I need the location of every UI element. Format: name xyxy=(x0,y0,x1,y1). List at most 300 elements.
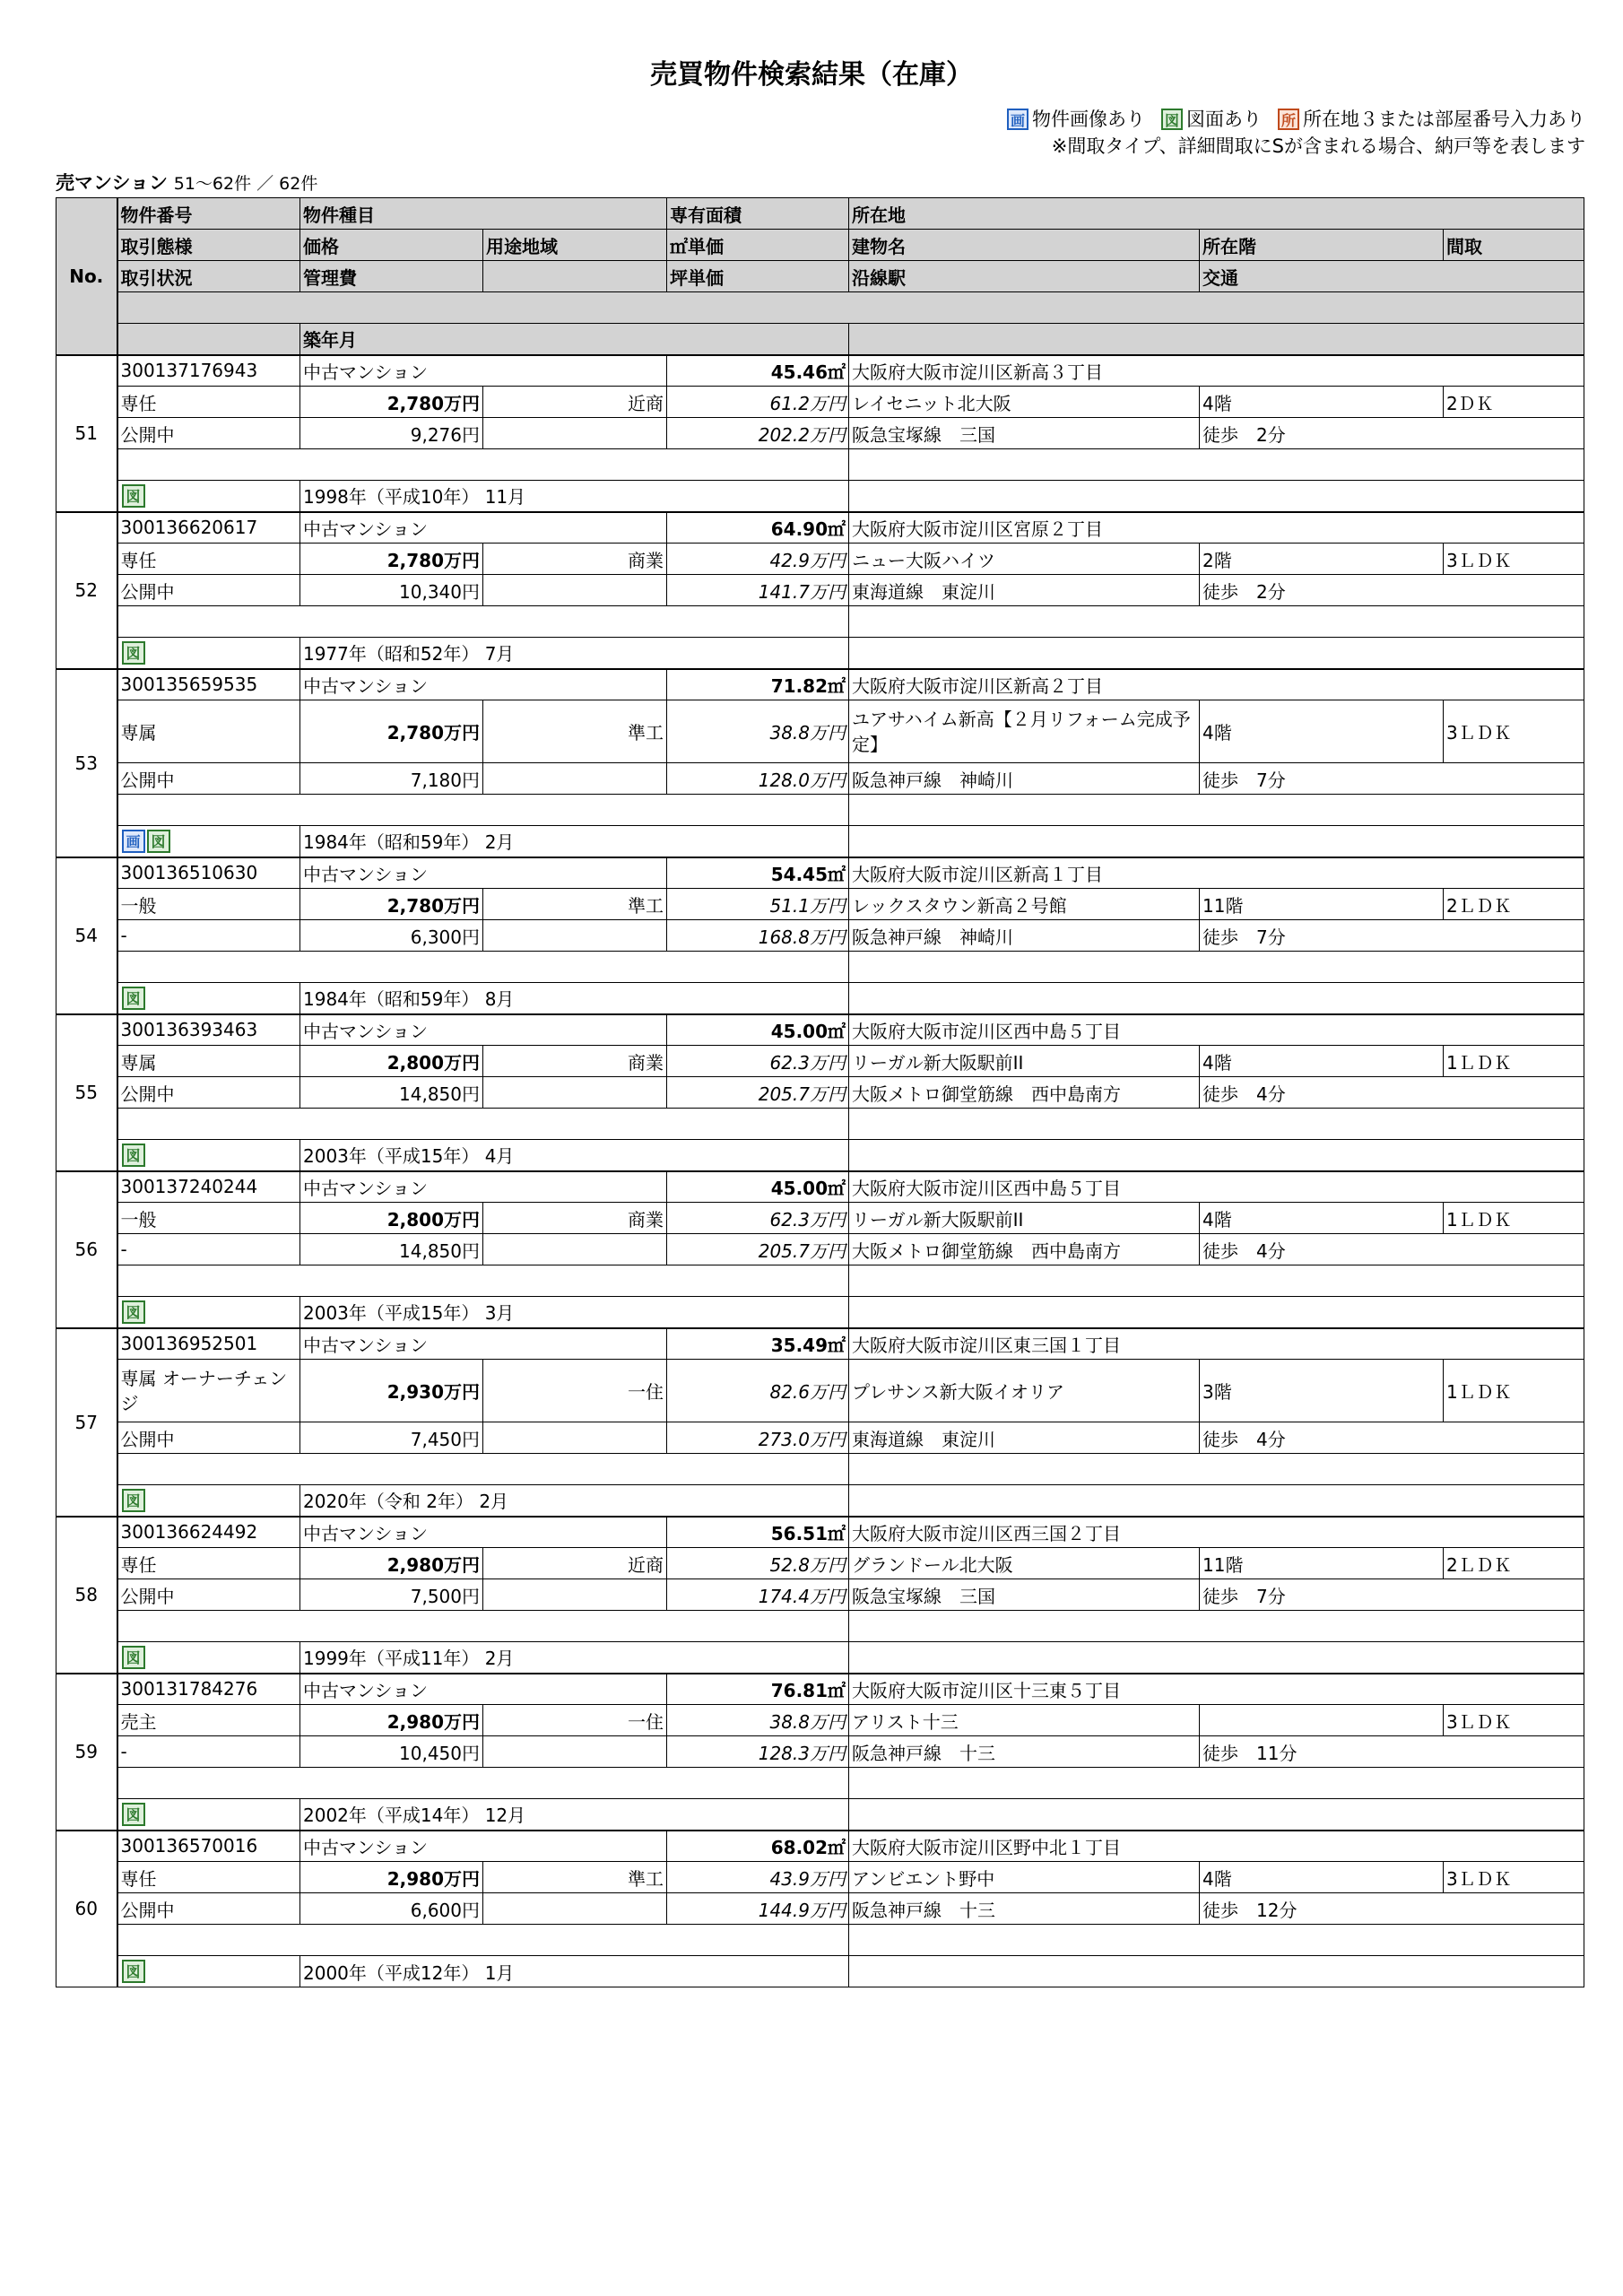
unit-price-m2: 61.2万円 xyxy=(667,387,849,418)
listing-row xyxy=(56,920,1584,952)
listing-row xyxy=(56,700,1584,763)
management-fee: 14,850円 xyxy=(300,1077,483,1109)
listing-row xyxy=(56,1862,1584,1893)
listing-status: - xyxy=(117,920,300,952)
price: 2,780万円 xyxy=(300,889,483,920)
access: 徒歩 7分 xyxy=(1200,1579,1584,1611)
built-date: 2003年（平成15年） 4月 xyxy=(300,1140,849,1171)
management-fee: 6,600円 xyxy=(300,1893,483,1925)
listing-row xyxy=(56,1579,1584,1611)
listing-icons xyxy=(117,1642,300,1674)
header-unit-price-tsubo: 坪単価 xyxy=(667,261,849,292)
layout: 3ＬＤＫ xyxy=(1444,544,1584,575)
property-id: 300136624492 xyxy=(117,1517,300,1548)
layout: 3ＬＤＫ xyxy=(1444,700,1584,763)
property-type: 中古マンション xyxy=(300,1674,667,1705)
listing-status: 公開中 xyxy=(117,763,300,795)
property-type: 中古マンション xyxy=(300,1328,667,1360)
unit-price-m2: 42.9万円 xyxy=(667,544,849,575)
station: 阪急宝塚線 三国 xyxy=(849,1579,1200,1611)
empty-cell xyxy=(483,1077,667,1109)
listing-row xyxy=(56,387,1584,418)
building-name: レイセニット北大阪 xyxy=(849,387,1200,418)
unit-price-m2: 38.8万円 xyxy=(667,700,849,763)
floor: 11階 xyxy=(1200,889,1444,920)
listing-row xyxy=(56,418,1584,449)
listing-row xyxy=(56,1736,1584,1768)
image-available-icon[interactable]: 画 xyxy=(122,830,145,853)
floor: 3階 xyxy=(1200,1360,1444,1422)
listing-icons xyxy=(117,826,300,857)
header-station: 沿線駅 xyxy=(849,261,1200,292)
listing-row xyxy=(56,481,1584,512)
listing-icons xyxy=(117,1956,300,1987)
address: 大阪府大阪市淀川区西中島５丁目 xyxy=(849,1171,1584,1203)
header-status: 取引状況 xyxy=(117,261,300,292)
management-fee: 10,450円 xyxy=(300,1736,483,1768)
listing-status: 公開中 xyxy=(117,575,300,606)
property-id: 300137240244 xyxy=(117,1171,300,1203)
zoning: 商業 xyxy=(483,544,667,575)
empty-cell xyxy=(117,1454,849,1485)
floor: 4階 xyxy=(1200,387,1444,418)
header-property-id: 物件番号 xyxy=(117,198,300,230)
listing-icons xyxy=(117,983,300,1014)
transaction-mode: 専任 xyxy=(117,387,300,418)
unit-price-tsubo: 128.3万円 xyxy=(667,1736,849,1768)
listing-row xyxy=(56,669,1584,700)
floorplan-available-icon[interactable]: 図 xyxy=(122,987,145,1010)
empty-cell xyxy=(849,795,1584,826)
listing-row xyxy=(56,1014,1584,1046)
property-id: 300137176943 xyxy=(117,355,300,387)
empty-cell xyxy=(849,1768,1584,1799)
property-type: 中古マンション xyxy=(300,1517,667,1548)
listing-status: 公開中 xyxy=(117,1422,300,1454)
floor-area: 45.00㎡ xyxy=(667,1171,849,1203)
empty-cell xyxy=(849,449,1584,481)
header-property-type: 物件種目 xyxy=(300,198,667,230)
listing-row xyxy=(56,575,1584,606)
unit-price-tsubo: 174.4万円 xyxy=(667,1579,849,1611)
management-fee: 7,500円 xyxy=(300,1579,483,1611)
empty-cell xyxy=(849,1642,1584,1674)
listing-row xyxy=(56,1485,1584,1517)
station: 阪急神戸線 神崎川 xyxy=(849,920,1200,952)
zoning: 一住 xyxy=(483,1360,667,1422)
header-zoning: 用途地域 xyxy=(483,230,667,261)
empty-cell xyxy=(849,952,1584,983)
zoning: 近商 xyxy=(483,1548,667,1579)
empty-cell xyxy=(849,1485,1584,1517)
header-access: 交通 xyxy=(1200,261,1584,292)
header-transaction-mode: 取引態様 xyxy=(117,230,300,261)
unit-price-tsubo: 273.0万円 xyxy=(667,1422,849,1454)
listing-row xyxy=(56,606,1584,638)
property-type: 中古マンション xyxy=(300,512,667,544)
page-title: 売買物件検索結果（在庫） xyxy=(650,59,973,91)
building-name: レックスタウン新高２号館 xyxy=(849,889,1200,920)
floor-area: 35.49㎡ xyxy=(667,1328,849,1360)
management-fee: 9,276円 xyxy=(300,418,483,449)
transaction-mode: 専任 xyxy=(117,1862,300,1893)
empty-cell xyxy=(483,1893,667,1925)
property-id: 300136952501 xyxy=(117,1328,300,1360)
image-available-icon: 画 xyxy=(1007,109,1028,130)
unit-price-tsubo: 202.2万円 xyxy=(667,418,849,449)
floor-area: 56.51㎡ xyxy=(667,1517,849,1548)
empty-cell xyxy=(849,1956,1584,1987)
legend-note: ※間取タイプ、詳細間取にSが含まれる場合、納戸等を表します xyxy=(1051,135,1585,157)
access: 徒歩 4分 xyxy=(1200,1077,1584,1109)
building-name: リーガル新大阪駅前II xyxy=(849,1046,1200,1077)
zoning: 商業 xyxy=(483,1046,667,1077)
listing-status: 公開中 xyxy=(117,418,300,449)
access: 徒歩 12分 xyxy=(1200,1893,1584,1925)
header-row-2 xyxy=(56,230,1584,261)
listing-row xyxy=(56,952,1584,983)
listing-status: 公開中 xyxy=(117,1077,300,1109)
floor-area: 76.81㎡ xyxy=(667,1674,849,1705)
listing-row xyxy=(56,1517,1584,1548)
listing-icons xyxy=(117,1297,300,1328)
floorplan-available-icon[interactable]: 図 xyxy=(122,641,145,665)
price: 2,980万円 xyxy=(300,1705,483,1736)
legend xyxy=(996,106,1585,160)
legend-image-label: 物件画像あり xyxy=(1032,109,1145,130)
empty-cell xyxy=(849,1925,1584,1956)
property-type: 中古マンション xyxy=(300,857,667,889)
access: 徒歩 11分 xyxy=(1200,1736,1584,1768)
unit-price-tsubo: 144.9万円 xyxy=(667,1893,849,1925)
management-fee: 10,340円 xyxy=(300,575,483,606)
listing-row xyxy=(56,638,1584,669)
results-table xyxy=(56,197,1584,1987)
layout: 1ＬＤＫ xyxy=(1444,1203,1584,1234)
property-type: 中古マンション xyxy=(300,669,667,700)
header-layout: 間取 xyxy=(1444,230,1584,261)
listing-row xyxy=(56,1297,1584,1328)
header-price: 価格 xyxy=(300,230,483,261)
listing-row xyxy=(56,1265,1584,1297)
listing-row xyxy=(56,1548,1584,1579)
station: 東海道線 東淀川 xyxy=(849,1422,1200,1454)
address: 大阪府大阪市淀川区宮原２丁目 xyxy=(849,512,1584,544)
listing-row xyxy=(56,1705,1584,1736)
empty-cell xyxy=(117,1768,849,1799)
property-type: 中古マンション xyxy=(300,1014,667,1046)
listing-row xyxy=(56,1893,1584,1925)
result-range: 51〜62件 ／ 62件 xyxy=(173,174,318,194)
station: 東海道線 東淀川 xyxy=(849,575,1200,606)
floorplan-available-icon[interactable]: 図 xyxy=(122,1803,145,1826)
floorplan-available-icon[interactable]: 図 xyxy=(122,1300,145,1324)
listing-row xyxy=(56,1925,1584,1956)
transaction-mode: 専属 xyxy=(117,700,300,763)
empty-cell xyxy=(483,1422,667,1454)
listing-icons xyxy=(117,638,300,669)
management-fee: 6,300円 xyxy=(300,920,483,952)
building-name: ニュー大阪ハイツ xyxy=(849,544,1200,575)
built-date: 1984年（昭和59年） 8月 xyxy=(300,983,849,1014)
unit-price-m2: 38.8万円 xyxy=(667,1705,849,1736)
header-blank xyxy=(483,261,667,292)
floor-area: 45.46㎡ xyxy=(667,355,849,387)
address: 大阪府大阪市淀川区東三国１丁目 xyxy=(849,1328,1584,1360)
layout: 1ＬＤＫ xyxy=(1444,1360,1584,1422)
built-date: 2003年（平成15年） 3月 xyxy=(300,1297,849,1328)
price: 2,980万円 xyxy=(300,1548,483,1579)
property-id: 300136570016 xyxy=(117,1831,300,1862)
unit-price-tsubo: 128.0万円 xyxy=(667,763,849,795)
listing-number: 56 xyxy=(56,1171,117,1328)
empty-cell xyxy=(849,606,1584,638)
price: 2,800万円 xyxy=(300,1203,483,1234)
access: 徒歩 4分 xyxy=(1200,1422,1584,1454)
empty-cell xyxy=(483,1579,667,1611)
built-date: 2002年（平成14年） 12月 xyxy=(300,1799,849,1831)
floorplan-available-icon[interactable]: 図 xyxy=(122,484,145,508)
floor: 4階 xyxy=(1200,1046,1444,1077)
built-date: 1998年（平成10年） 11月 xyxy=(300,481,849,512)
transaction-mode: 売主 xyxy=(117,1705,300,1736)
listing-row xyxy=(56,1077,1584,1109)
address: 大阪府大阪市淀川区新高１丁目 xyxy=(849,857,1584,889)
access: 徒歩 2分 xyxy=(1200,418,1584,449)
built-date: 1984年（昭和59年） 2月 xyxy=(300,826,849,857)
empty-cell xyxy=(849,638,1584,669)
header-row-3 xyxy=(56,261,1584,292)
price: 2,780万円 xyxy=(300,700,483,763)
empty-cell xyxy=(483,575,667,606)
listing-row xyxy=(56,1203,1584,1234)
unit-price-tsubo: 205.7万円 xyxy=(667,1077,849,1109)
header-mgmt-fee: 管理費 xyxy=(300,261,483,292)
listing-number: 53 xyxy=(56,669,117,857)
header-address: 所在地 xyxy=(849,198,1584,230)
listing-row xyxy=(56,1799,1584,1831)
transaction-mode: 一般 xyxy=(117,889,300,920)
empty-cell xyxy=(117,1109,849,1140)
building-name: プレサンス新大阪イオリア xyxy=(849,1360,1200,1422)
station: 阪急神戸線 神崎川 xyxy=(849,763,1200,795)
listing-row xyxy=(56,512,1584,544)
zoning: 一住 xyxy=(483,1705,667,1736)
empty-cell xyxy=(483,920,667,952)
header-empty-cell xyxy=(117,324,300,355)
price: 2,800万円 xyxy=(300,1046,483,1077)
unit-price-m2: 62.3万円 xyxy=(667,1203,849,1234)
station: 大阪メトロ御堂筋線 西中島南方 xyxy=(849,1234,1200,1265)
empty-cell xyxy=(117,1925,849,1956)
property-id: 300136620617 xyxy=(117,512,300,544)
floorplan-available-icon[interactable]: 図 xyxy=(122,1144,145,1167)
access: 徒歩 7分 xyxy=(1200,763,1584,795)
header-built: 築年月 xyxy=(300,324,849,355)
listing-row xyxy=(56,826,1584,857)
property-id: 300136393463 xyxy=(117,1014,300,1046)
access: 徒歩 4分 xyxy=(1200,1234,1584,1265)
station: 阪急宝塚線 三国 xyxy=(849,418,1200,449)
location-detail-icon: 所 xyxy=(1278,109,1299,130)
empty-cell xyxy=(849,983,1584,1014)
empty-cell xyxy=(483,763,667,795)
management-fee: 7,450円 xyxy=(300,1422,483,1454)
header-building: 建物名 xyxy=(849,230,1200,261)
empty-cell xyxy=(117,1265,849,1297)
address: 大阪府大阪市淀川区西三国２丁目 xyxy=(849,1517,1584,1548)
address: 大阪府大阪市淀川区西中島５丁目 xyxy=(849,1014,1584,1046)
listing-row xyxy=(56,1831,1584,1862)
listing-row xyxy=(56,355,1584,387)
listing-number: 52 xyxy=(56,512,117,669)
zoning: 準工 xyxy=(483,1862,667,1893)
listing-row xyxy=(56,857,1584,889)
empty-cell xyxy=(117,1611,849,1642)
listing-row xyxy=(56,763,1584,795)
empty-cell xyxy=(849,1140,1584,1171)
station: 阪急神戸線 十三 xyxy=(849,1893,1200,1925)
access: 徒歩 7分 xyxy=(1200,920,1584,952)
property-id: 300136510630 xyxy=(117,857,300,889)
header-row-1 xyxy=(56,198,1584,230)
result-count xyxy=(56,169,317,196)
floorplan-available-icon[interactable]: 図 xyxy=(122,1960,145,1983)
listing-number: 57 xyxy=(56,1328,117,1517)
empty-cell xyxy=(849,1611,1584,1642)
unit-price-m2: 62.3万円 xyxy=(667,1046,849,1077)
transaction-mode: 一般 xyxy=(117,1203,300,1234)
station: 大阪メトロ御堂筋線 西中島南方 xyxy=(849,1077,1200,1109)
header-unit-price-m2: ㎡単価 xyxy=(667,230,849,261)
transaction-mode: 専任 xyxy=(117,544,300,575)
listing-status: 公開中 xyxy=(117,1893,300,1925)
property-type-label: 売マンション xyxy=(56,172,169,194)
built-date: 2020年（令和 2年） 2月 xyxy=(300,1485,849,1517)
building-name: アリスト十三 xyxy=(849,1705,1200,1736)
empty-cell xyxy=(117,606,849,638)
address: 大阪府大阪市淀川区新高２丁目 xyxy=(849,669,1584,700)
empty-cell xyxy=(849,1109,1584,1140)
header-no: No. xyxy=(56,198,117,355)
management-fee: 7,180円 xyxy=(300,763,483,795)
header-floor: 所在階 xyxy=(1200,230,1444,261)
listing-status: - xyxy=(117,1736,300,1768)
price: 2,780万円 xyxy=(300,387,483,418)
listing-row xyxy=(56,1140,1584,1171)
floor-area: 45.00㎡ xyxy=(667,1014,849,1046)
zoning: 準工 xyxy=(483,889,667,920)
listing-row xyxy=(56,1642,1584,1674)
listing-row xyxy=(56,544,1584,575)
built-date: 2000年（平成12年） 1月 xyxy=(300,1956,849,1987)
layout: 3ＬＤＫ xyxy=(1444,1705,1584,1736)
built-date: 1977年（昭和52年） 7月 xyxy=(300,638,849,669)
listing-row xyxy=(56,983,1584,1014)
property-type: 中古マンション xyxy=(300,355,667,387)
property-type: 中古マンション xyxy=(300,1831,667,1862)
floorplan-available-icon[interactable]: 図 xyxy=(147,830,170,853)
listing-status: 公開中 xyxy=(117,1579,300,1611)
built-date: 1999年（平成11年） 2月 xyxy=(300,1642,849,1674)
listing-row xyxy=(56,1234,1584,1265)
floor-area: 71.82㎡ xyxy=(667,669,849,700)
layout: 2ＬＤＫ xyxy=(1444,1548,1584,1579)
building-name: ユアサハイム新高【２月リフォーム完成予定】 xyxy=(849,700,1200,763)
listing-number: 60 xyxy=(56,1831,117,1987)
listing-number: 55 xyxy=(56,1014,117,1171)
building-name: アンビエント野中 xyxy=(849,1862,1200,1893)
layout: 1ＬＤＫ xyxy=(1444,1046,1584,1077)
unit-price-tsubo: 205.7万円 xyxy=(667,1234,849,1265)
listing-row xyxy=(56,1360,1584,1422)
floorplan-available-icon[interactable]: 図 xyxy=(122,1646,145,1669)
price: 2,980万円 xyxy=(300,1862,483,1893)
management-fee: 14,850円 xyxy=(300,1234,483,1265)
price: 2,930万円 xyxy=(300,1360,483,1422)
building-name: グランドール北大阪 xyxy=(849,1548,1200,1579)
empty-cell xyxy=(117,795,849,826)
legend-plan-label: 図面あり xyxy=(1186,109,1262,130)
empty-cell xyxy=(117,952,849,983)
listing-status: - xyxy=(117,1234,300,1265)
header-empty-cell xyxy=(849,324,1584,355)
floor: 2階 xyxy=(1200,544,1444,575)
unit-price-tsubo: 168.8万円 xyxy=(667,920,849,952)
listing-number: 59 xyxy=(56,1674,117,1831)
zoning: 商業 xyxy=(483,1203,667,1234)
floor-area: 64.90㎡ xyxy=(667,512,849,544)
legend-location-label: 所在地３または部屋番号入力あり xyxy=(1303,109,1585,130)
property-id: 300135659535 xyxy=(117,669,300,700)
address: 大阪府大阪市淀川区新高３丁目 xyxy=(849,355,1584,387)
station: 阪急神戸線 十三 xyxy=(849,1736,1200,1768)
empty-cell xyxy=(483,1736,667,1768)
listing-row xyxy=(56,1109,1584,1140)
listing-row xyxy=(56,795,1584,826)
building-name: リーガル新大阪駅前II xyxy=(849,1203,1200,1234)
empty-cell xyxy=(849,1265,1584,1297)
empty-cell xyxy=(849,1454,1584,1485)
floorplan-available-icon[interactable]: 図 xyxy=(122,1489,145,1512)
transaction-mode: 専任 xyxy=(117,1548,300,1579)
floorplan-available-icon: 図 xyxy=(1161,109,1183,130)
listing-icons xyxy=(117,481,300,512)
transaction-mode: 専属 xyxy=(117,1046,300,1077)
listing-icons xyxy=(117,1485,300,1517)
listing-row xyxy=(56,1422,1584,1454)
layout: 2ＬＤＫ xyxy=(1444,889,1584,920)
listing-row xyxy=(56,889,1584,920)
listing-row xyxy=(56,1768,1584,1799)
floor: 4階 xyxy=(1200,700,1444,763)
listing-row xyxy=(56,1171,1584,1203)
floor: 4階 xyxy=(1200,1862,1444,1893)
unit-price-m2: 51.1万円 xyxy=(667,889,849,920)
price: 2,780万円 xyxy=(300,544,483,575)
empty-cell xyxy=(483,418,667,449)
listing-number: 54 xyxy=(56,857,117,1014)
zoning: 準工 xyxy=(483,700,667,763)
header-row-4 xyxy=(56,292,1584,324)
listing-row xyxy=(56,1454,1584,1485)
property-type: 中古マンション xyxy=(300,1171,667,1203)
unit-price-tsubo: 141.7万円 xyxy=(667,575,849,606)
listing-row xyxy=(56,1328,1584,1360)
listing-number: 58 xyxy=(56,1517,117,1674)
empty-cell xyxy=(849,1297,1584,1328)
floor: 11階 xyxy=(1200,1548,1444,1579)
